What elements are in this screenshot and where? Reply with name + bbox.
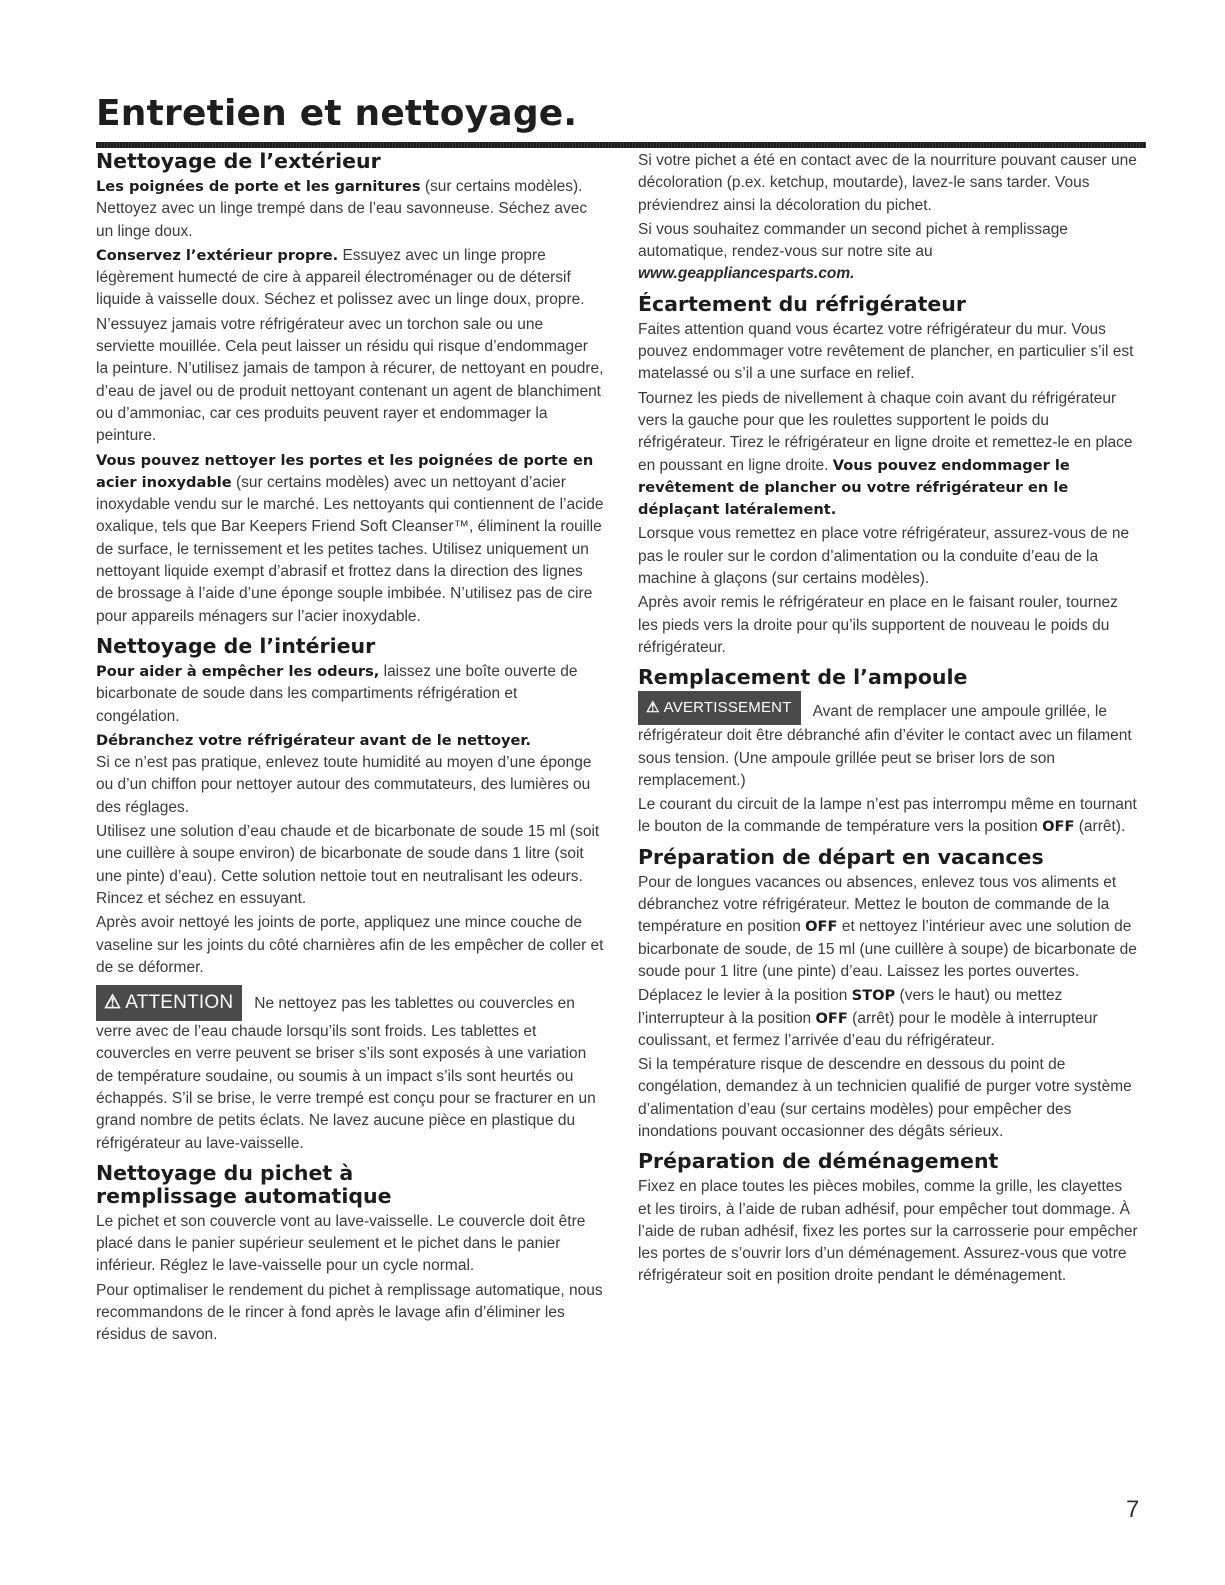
handles-lead: Les poignées de porte et les garnitures [96, 178, 421, 195]
paragraph-odors [96, 661, 604, 728]
website-link[interactable]: www.geappliancesparts.com. [638, 265, 855, 283]
paragraph-never-wipe: N’essuyez jamais votre réfrigérateur avec un torchon sale ou une serviette mouillée. Cela peut laisser un résidu qui risque d’endommager la peinture. N’utilisez jamais de tampon à récurer, de nettoyant en poudre, d’eau de javel ou de produit nettoyant contenant un agent de blanchiment ou d’ammoniac, car ces produits peuvent rayer et endommager la peinture. [96, 315, 604, 445]
lamp-off: OFF [1042, 818, 1075, 836]
section-title-moving-out: Écartement du réfrigérateur [638, 291, 966, 316]
odors-lead: Pour aider à empêcher les odeurs, [96, 662, 380, 680]
paragraph-vacation [638, 872, 1138, 983]
paragraph-attention [96, 993, 604, 1155]
page-number: 7 [1126, 1496, 1140, 1523]
paragraph-relocation: Fixez en place toutes les pièces mobiles, comme la grille, les clayettes et les tiroirs, à l’aide de ruban adhésif, pour empêcher tout dommage. À l’aide de ruban adhésif, fixez les portes sur la carrosserie pour empêcher les portes de s’ouvrir lors d’un déménagement. Assurez-vous que votre réfrigérateur soit en position droite pendant le déménagement. [638, 1178, 1138, 1285]
paragraph-freezing: Si la température risque de descendre en dessous du point de congélation, demandez à un technicien qualifié de purger votre système d’alimentation d’eau (sur certains modèles) pour empêcher des inondations pouvant occasionner des dégâts sérieux. [638, 1056, 1132, 1140]
paragraph-roll-back: Après avoir remis le réfrigérateur en place en le faisant rouler, tournez les pieds vers la droite pour qu’ils supportent de nouveau le poids du réfrigérateur. [638, 594, 1118, 656]
lever-stop: STOP [851, 987, 896, 1005]
leveling-bold: Vous pouvez endommager le revêtement de plancher ou votre réfrigérateur en le déplaçant latéralement. [638, 456, 1070, 519]
leveling-text: Tournez les pieds de nivellement à chaque coin avant du réfrigérateur vers la gauche pour que les roulettes supportent le poids du réfrigérateur. Tirez le réfrigérateur en ligne droite et remettez-le en place en poussant en ligne droite. [638, 389, 1133, 474]
left-column [96, 150, 604, 1349]
paragraph-cord: Lorsque vous remettez en place votre réfrigérateur, assurez-vous de ne pas le rouler sur le cordon d’alimentation ou la conduite d’eau de la machine à glaçons (sur certains modèles). [638, 525, 1130, 588]
paragraph-leveling [638, 388, 1138, 522]
attention-label: ATTENTION [125, 992, 234, 1014]
page-title: Entretien et nettoyage. [96, 93, 578, 134]
warning-label: AVERTISSEMENT [663, 699, 792, 717]
vacation-text-2: et nettoyez l’intérieur avec une solution de bicarbonate de soude, de 15 ml (une cuillère à soupe) de bicarbonate de soude pour 1 litre (une pinte) d’eau. Laissez les portes ouvertes. [638, 918, 1137, 980]
lever-off: OFF [815, 1009, 848, 1027]
attention-badge [96, 985, 242, 1021]
warning-triangle-icon: ⚠ [104, 992, 122, 1014]
warning-badge [638, 691, 801, 725]
section-title-relocation: Préparation de déménagement [638, 1149, 999, 1174]
vacation-off: OFF [805, 918, 838, 936]
paragraph-careful: Faites attention quand vous écartez votre réfrigérateur du mur. Vous pouvez endommager votre revêtement de plancher, en particulier s’il est matelassé ou s’il a une surface en relief. [638, 320, 1134, 383]
paragraph-pitcher-stain: Si votre pichet a été en contact avec de la nourriture pouvant causer une décoloration (p.ex. ketchup, moutarde), lavez-le sans tarder. Vous préviendrez ainsi la décoloration du pichet. [638, 152, 1137, 214]
section-title-exterior: Nettoyage de l’extérieur [96, 149, 381, 173]
paragraph-handles [96, 176, 604, 243]
odors-text: laissez une boîte ouverte de bicarbonate de soude dans les compartiments réfrigération et congélation. [96, 662, 578, 725]
warning-text: Avant de remplacer une ampoule grillée, le réfrigérateur doit être débranché afin d’éviter le contact avec un filament sous tension. (Une ampoule grillée peut se briser lors de son remplacement.) [638, 703, 1132, 789]
paragraph-lever [638, 985, 1138, 1052]
handles-text: (sur certains modèles). Nettoyez avec un linge trempé dans de l’eau savonneuse. Séchez avec un linge doux. [96, 178, 588, 240]
unplug-lead: Débranchez votre réfrigérateur avant de le nettoyer. [96, 731, 532, 749]
paragraph-lamp-circuit [638, 794, 1138, 839]
attention-text: Ne nettoyez pas les tablettes ou couvercles en verre avec de l’eau chaude lorsqu’ils sont froids. Les tablettes et couvercles en verre peuvent se briser s’ils sont exposés à une variation de température soudaine, ou soumis à un impact s’ils sont heurtés ou échappés. S’il se brise, le verre trempé est conçu pour se fracturer en un grand nombre de petits éclats. Ne lavez aucune pièce en plastique du réfrigérateur au lave-vaisselle. [96, 995, 596, 1152]
paragraph-stainless [96, 450, 604, 628]
paragraph-pitcher-dishwasher: Le pichet et son couvercle vont au lave-vaisselle. Le couvercle doit être placé dans le panier supérieur seulement et le pichet dans le panier inférieur. Réglez le lave-vaisselle pour un cycle normal. [96, 1212, 586, 1275]
unplug-text: Si ce n’est pas pratique, enlevez toute humidité au moyen d’une éponge ou d’un chiffon pour nettoyer autour des commutateurs, des lumières ou des réglages. [96, 754, 592, 816]
section-title-interior: Nettoyage de l’intérieur [96, 633, 376, 658]
lamp-text-2: (arrêt). [1074, 818, 1126, 836]
paragraph-keep-clean [96, 245, 604, 312]
keep-clean-lead: Conservez l’extérieur propre. [96, 246, 339, 264]
stainless-text: (sur certains modèles) avec un nettoyant d’acier inoxydable vendu sur le marché. Les nettoyants qui contiennent de l’acide oxalique, tels que Bar Keepers Friend Soft Cleanser™, éliminent la rouille de surface, le ternissement et les petites taches. Utilisez uniquement un nettoyant liquide exempt d’abrasif et frottez dans la direction des lignes de brossage à l’aide d’une éponge souple imbibée. N’utilisez pas de cire pour appareils ménagers sur l’acier inoxydable. [96, 473, 604, 625]
paragraph-warning [638, 701, 1138, 792]
paragraph-order-pitcher [638, 219, 1138, 286]
lever-text-2: (vers le haut) ou mettez l’interrupteur à la position [638, 987, 1063, 1027]
section-title-bulb: Remplacement de l’ampoule [638, 665, 968, 690]
lever-text-3: (arrêt) pour le modèle à interrupteur coulissant, et fermez l’arrivée d’eau du réfrigérateur. [638, 1009, 1098, 1049]
warning-triangle-icon: ⚠ [646, 699, 660, 717]
paragraph-pitcher-rinse: Pour optimaliser le rendement du pichet à remplissage automatique, nous recommandons de le rincer à fond après le lavage afin d’éliminer les résidus de savon. [96, 1281, 603, 1344]
order-text: Si vous souhaitez commander un second pichet à remplissage automatique, rendez-vous sur notre site au [638, 220, 1068, 261]
keep-clean-text: Essuyez avec un linge propre légèrement humecté de cire à appareil électroménager ou de détersif liquide à vaisselle doux. Séchez et polissez avec un linge doux, propre. [96, 246, 585, 309]
section-title-pitcher: Nettoyage du pichet à remplissage automatique [96, 1160, 392, 1208]
lamp-text-1: Le courant du circuit de la lampe n’est pas interrompu même en tournant le bouton de la commande de température vers la position [638, 796, 1137, 836]
paragraph-solution: Utilisez une solution d’eau chaude et de bicarbonate de soude 15 ml (soit une cuillère à soupe environ) de bicarbonate de soude dans 1 litre (soit une pinte) d’eau). Cette solution nettoie tout en neutralisant les odeurs. Rincez et séchez en essuyant. [96, 823, 600, 907]
title-rule [96, 142, 1146, 148]
right-column [638, 150, 1138, 1290]
vacation-text-1: Pour de longues vacances ou absences, enlevez tous vos aliments et débranchez votre réfrigérateur. Mettez le bouton de commande de la température en position [638, 873, 1117, 936]
section-title-vacation: Préparation de départ en vacances [638, 844, 1044, 869]
paragraph-gaskets: Après avoir nettoyé les joints de porte, appliquez une mince couche de vaseline sur les joints du côté charnières afin de les empêcher de coller et de se déformer. [96, 914, 604, 976]
lever-text-1: Déplacez le levier à la position [638, 987, 852, 1005]
stainless-lead: Vous pouvez nettoyer les portes et les poignées de porte en acier inoxydable [96, 451, 594, 491]
paragraph-unplug [96, 730, 604, 819]
